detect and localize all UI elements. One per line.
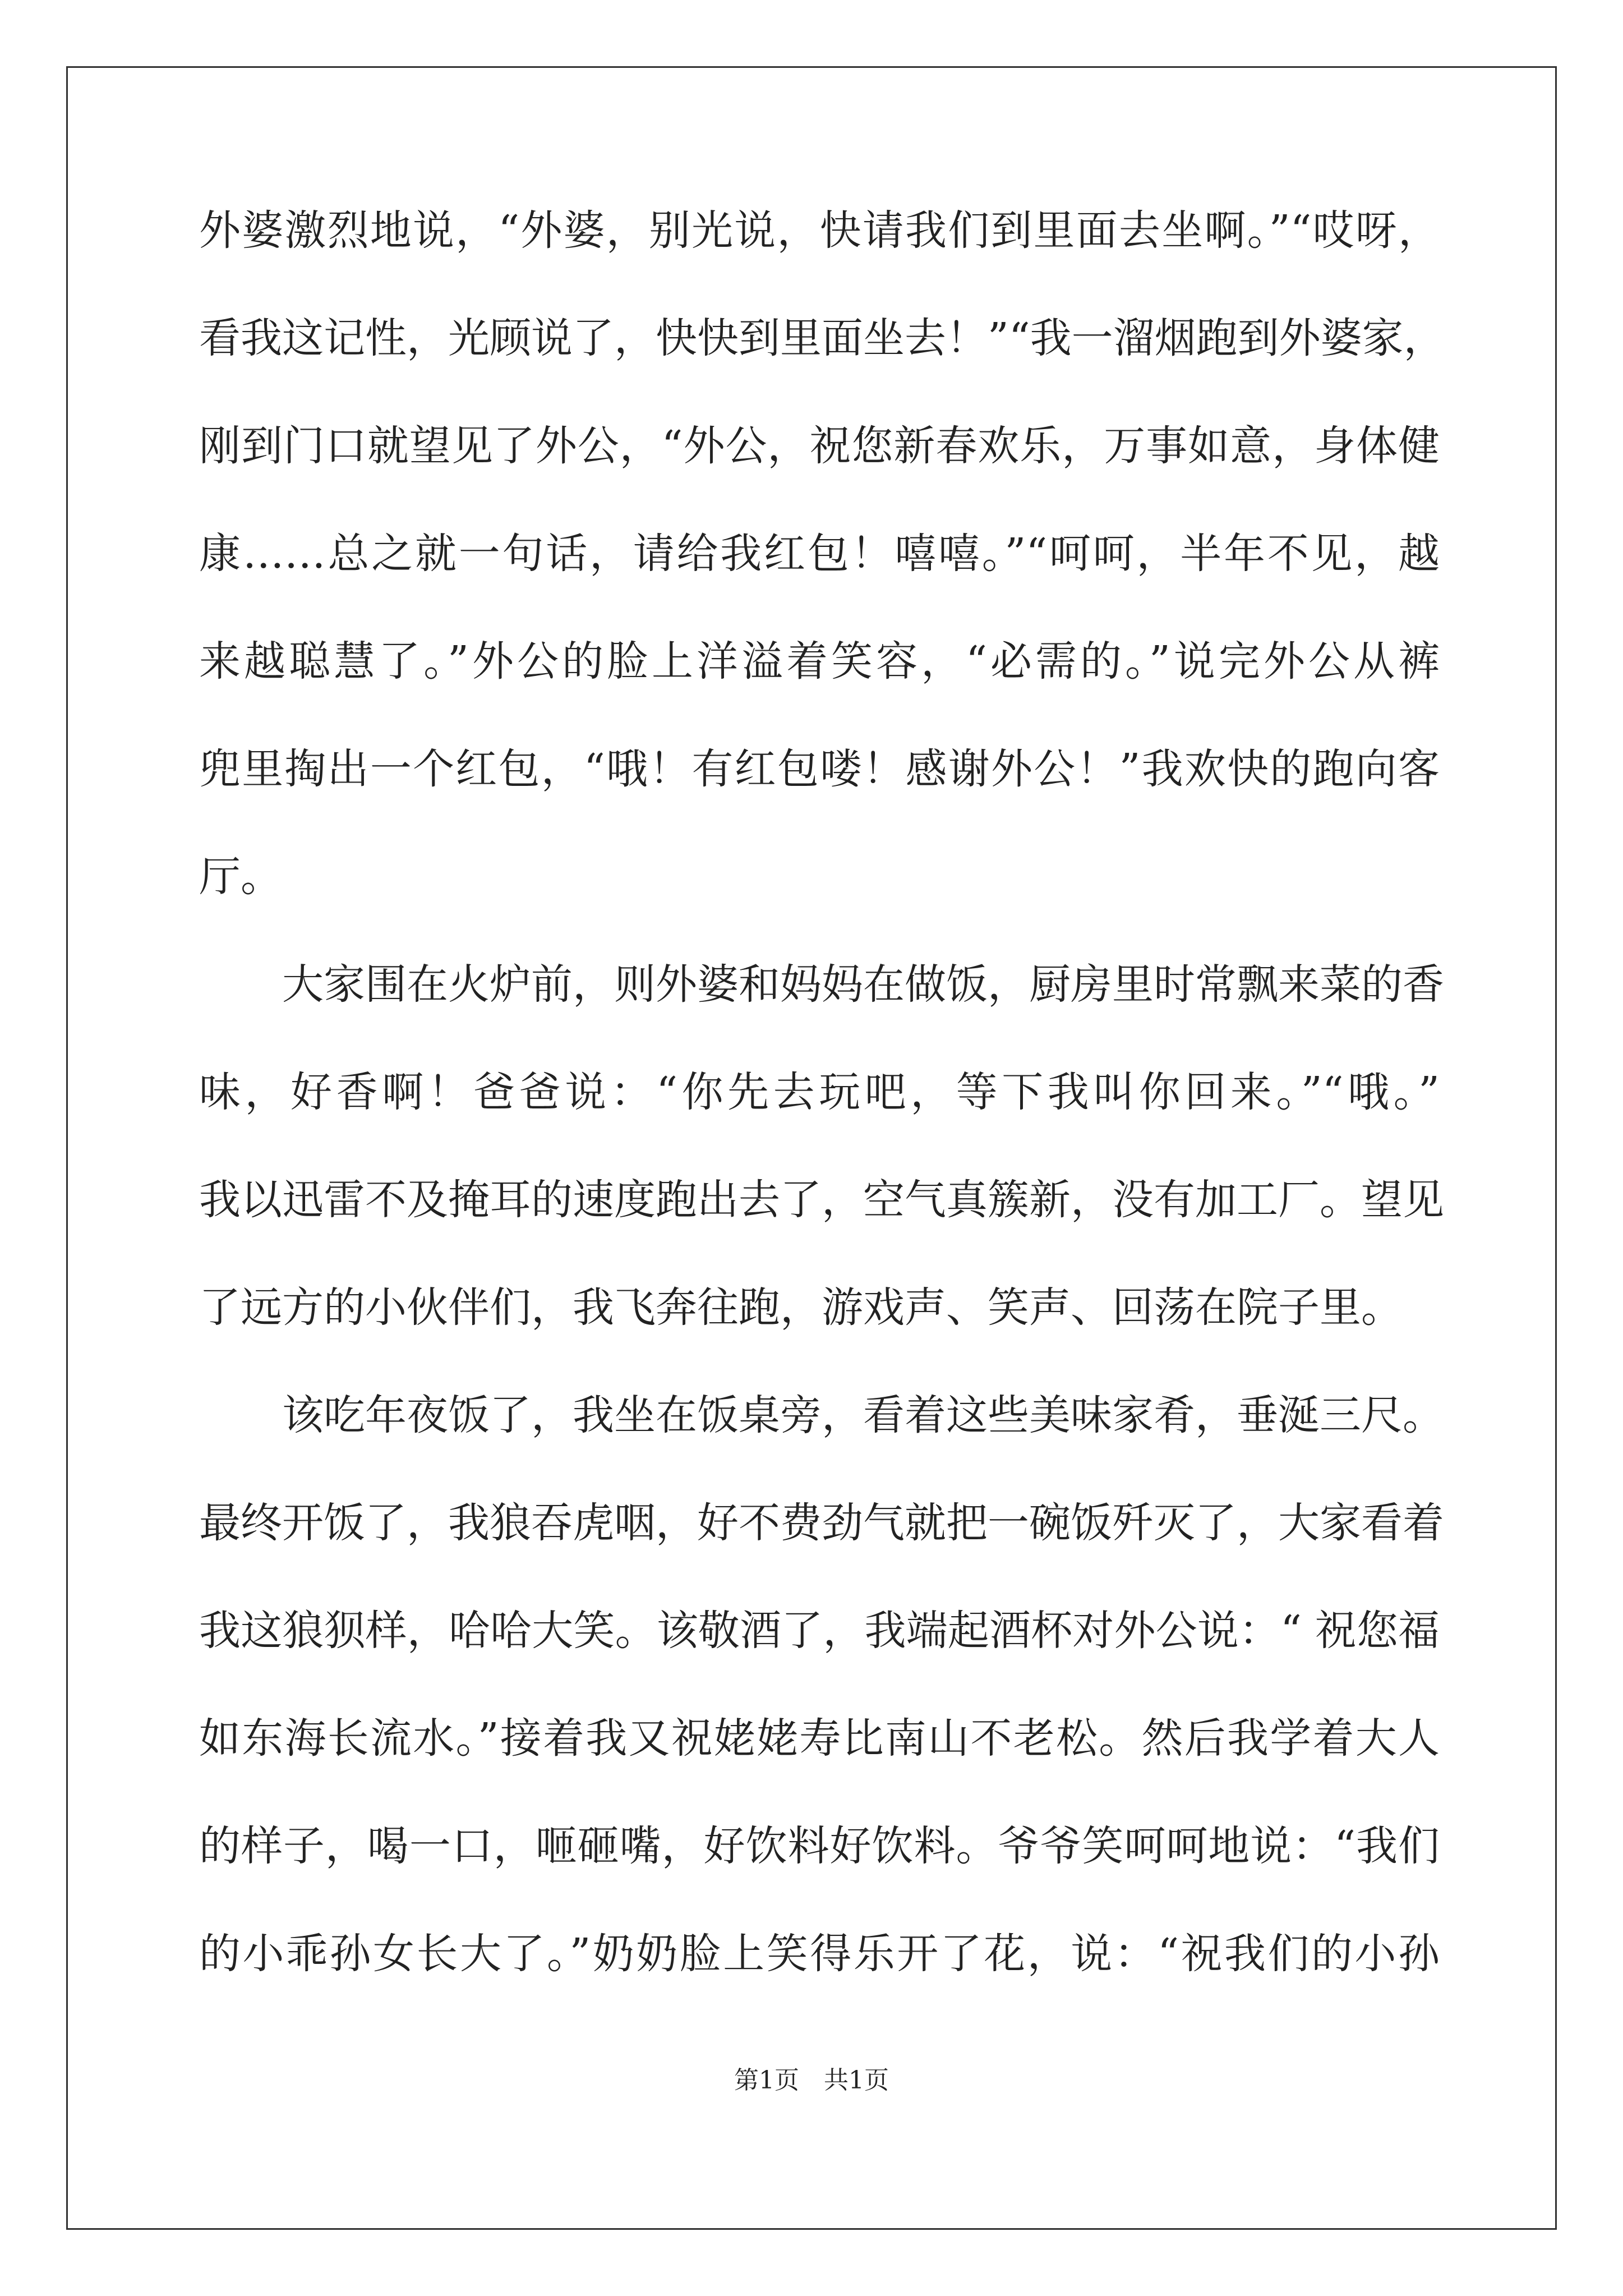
page-footer: 第1页 共1页 bbox=[734, 2066, 889, 2095]
page-border bbox=[66, 66, 1557, 2230]
paragraph-start-line: 大家围在火炉前，则外婆和妈妈在做饭，厨房里时常飘来菜的香 bbox=[282, 960, 1444, 1009]
text-line: 刚到门口就望见了外公，“外公，祝您新春欢乐，万事如意，身体健 bbox=[199, 422, 1440, 470]
text-line: 兜里掏出一个红包，“哦！有红包喽！感谢外公！”我欢快的跑向客 bbox=[199, 745, 1440, 793]
text-line: 来越聪慧了。”外公的脸上洋溢着笑容，“必需的。”说完外公从裤 bbox=[199, 637, 1440, 685]
paragraph-start-line: 该吃年夜饭了，我坐在饭桌旁，看着这些美味家肴，垂涎三尺。 bbox=[282, 1391, 1444, 1439]
text-line: 我这狼狈样，哈哈大笑。该敬酒了，我端起酒杯对外公说：“ 祝您福 bbox=[199, 1607, 1440, 1655]
text-line: 最终开饭了，我狼吞虎咽，好不费劲气就把一碗饭歼灭了，大家看着 bbox=[199, 1499, 1444, 1547]
text-line: 看我这记性，光顾说了，快快到里面坐去！”“我一溜烟跑到外婆家， bbox=[199, 314, 1445, 362]
text-line: 外婆激烈地说，“外婆，别光说，快请我们到里面去坐啊。”“哎呀， bbox=[199, 206, 1440, 255]
text-line: 我以迅雷不及掩耳的速度跑出去了，空气真簇新，没有加工厂。望见 bbox=[199, 1176, 1444, 1224]
text-line: 厅。 bbox=[199, 853, 282, 901]
text-line: 了远方的小伙伴们，我飞奔往跑，游戏声、笑声、回荡在院子里。 bbox=[199, 1283, 1403, 1332]
text-line: 康……总之就一句话，请给我红包！嘻嘻。”“呵呵，半年不见，越 bbox=[199, 530, 1440, 578]
text-line: 味，好香啊！爸爸说：“你先去玩吧，等下我叫你回来。”“哦。” bbox=[199, 1068, 1440, 1116]
text-line: 的样子，喝一口，咂砸嘴，好饮料好饮料。爷爷笑呵呵地说：“我们 bbox=[199, 1822, 1440, 1870]
text-line: 如东海长流水。”接着我又祝姥姥寿比南山不老松。然后我学着大人 bbox=[199, 1714, 1440, 1763]
text-line: 的小乖孙女长大了。”奶奶脸上笑得乐开了花，说：“祝我们的小孙 bbox=[199, 1930, 1440, 1978]
